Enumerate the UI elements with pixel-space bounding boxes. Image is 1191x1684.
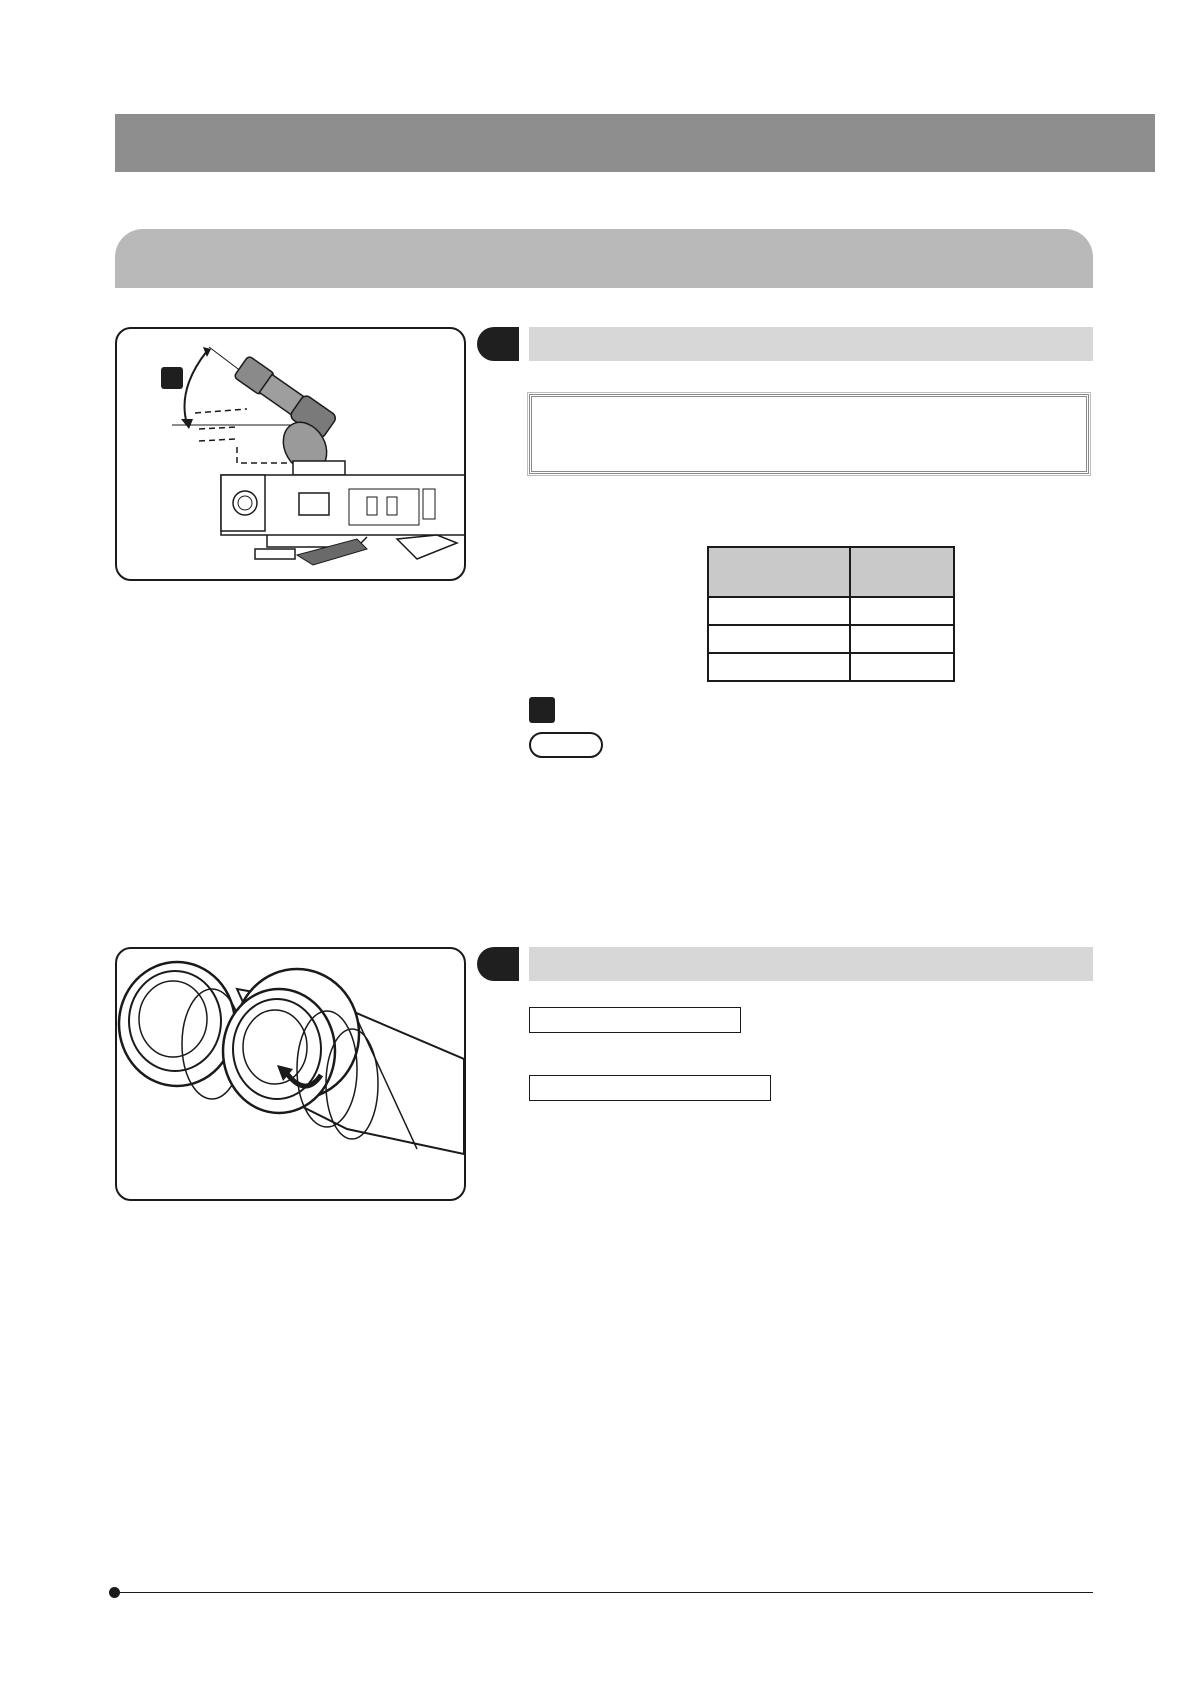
step-1-heading-band	[529, 327, 1093, 361]
marker-a-square	[529, 697, 555, 723]
table-cell	[850, 597, 954, 625]
step-1-badge	[477, 327, 519, 361]
figure-marker-a	[161, 367, 183, 389]
step-2-badge	[477, 947, 519, 981]
note-pill	[529, 732, 603, 758]
figure-diopter-adjustment	[115, 947, 466, 1201]
table-row	[708, 597, 954, 625]
chapter-title-bar	[115, 114, 1155, 172]
settings-table	[707, 546, 955, 682]
binocular-tube-tilt-illustration-icon	[117, 329, 464, 579]
eyepiece-diopter-adjustment-illustration-icon	[117, 949, 464, 1199]
table-cell	[850, 653, 954, 681]
sub-heading-box-2	[529, 1075, 771, 1101]
figure-binocular-tilt	[115, 327, 466, 581]
table-header-cell	[850, 547, 954, 597]
footer-rule	[115, 1592, 1093, 1593]
step-2-heading-band	[529, 947, 1093, 981]
table-header-row	[708, 547, 954, 597]
table-row	[708, 653, 954, 681]
table-cell	[850, 625, 954, 653]
table-row	[708, 625, 954, 653]
table-cell	[708, 597, 850, 625]
table-cell	[708, 625, 850, 653]
caution-box	[529, 394, 1089, 474]
section-title-bar	[115, 229, 1093, 288]
sub-heading-box-1	[529, 1007, 741, 1033]
footer-dot	[109, 1587, 120, 1598]
table-header-cell	[708, 547, 850, 597]
table-cell	[708, 653, 850, 681]
